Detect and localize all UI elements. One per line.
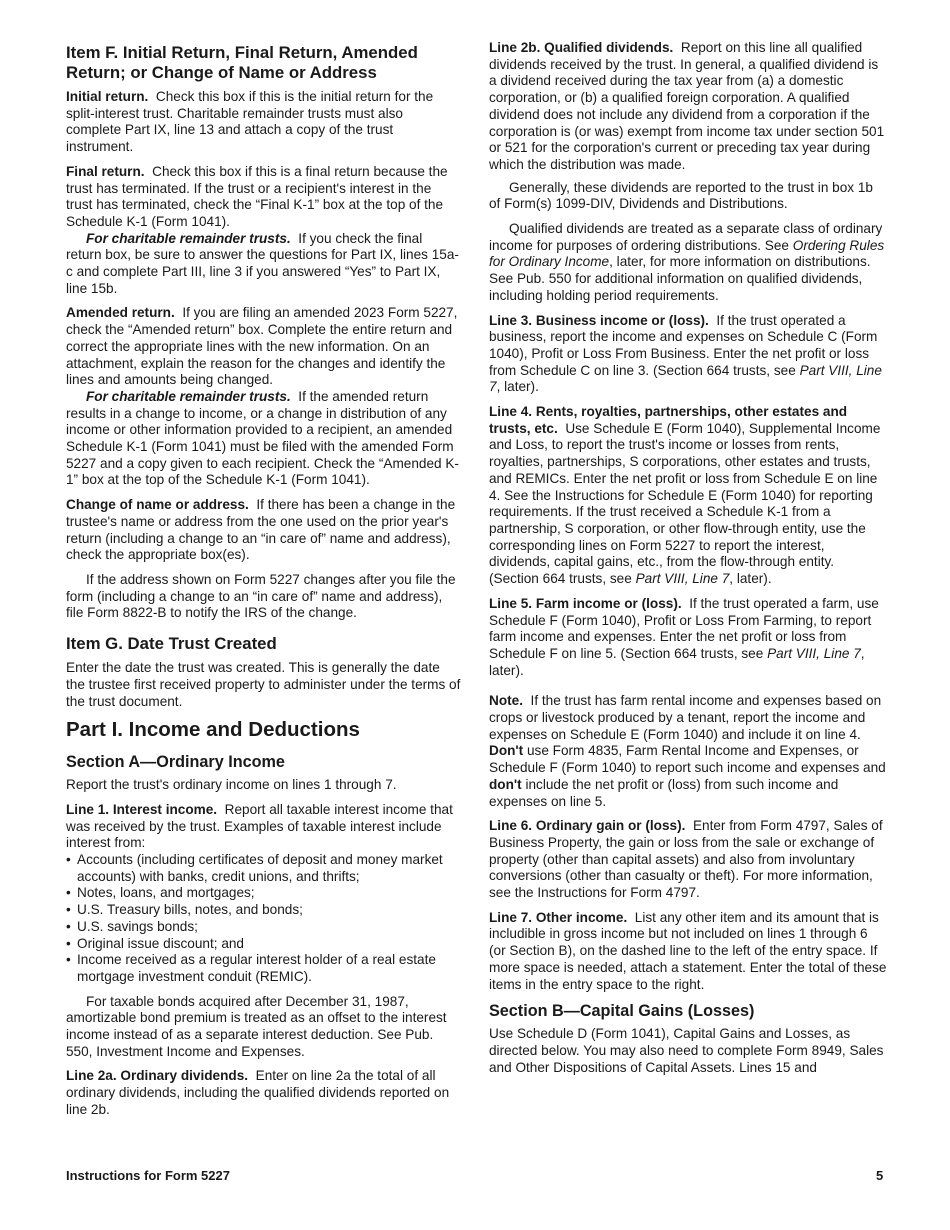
note-para: Note. If the trust has farm rental income and expenses based on crops or livestock produced by a tenant, report the income and expenses on Schedule E (Form 1040) and include it on line 4. Don't use Form 4835, Farm Rental Income and Expenses, or Schedule F (Form 1040) to report such income and expenses and don't include the net profit or (loss) from such income and expenses on line 5. — [489, 693, 886, 809]
initial-return-head: Initial return. — [66, 89, 149, 104]
line-6-para: Line 6. Ordinary gain or (loss). Enter from Form 4797, Sales of Business Property, the gain or loss from the sale or exchange of property (other than capital assets) and also from involuntary conversions (other than casualty or theft). For more information, see the Instructions for Form 4797. — [489, 818, 883, 901]
section-b-text: Use Schedule D (Form 1041), Capital Gains and Losses, as directed below. You may also need to complete Form 8949, Sales and Other Dispositions of Capital Assets. Lines 15 and — [489, 1026, 884, 1075]
footer-title: Instructions for Form 5227 — [66, 1168, 230, 1183]
list-item: • Notes, loans, and mortgages; — [66, 885, 461, 902]
change-name-cont: If the address shown on Form 5227 changes after you file the form (including a change to an “in care of” name and address), file Form 8822-B to notify the IRS of the change. — [66, 571, 456, 621]
amended-return-para: Amended return. If you are filing an amended 2023 Form 5227, check the “Amended return” box. Complete the entire return and correct the appropriate lines with the new information. On an attachment, explain the reason for the changes and identify the lines and amounts being changed. — [66, 305, 458, 388]
line-1-bullets — [66, 852, 461, 986]
line-7-para: Line 7. Other income. List any other item and its amount that is includible in gross income but not included on lines 1 through 6 (or Section B), on the dashed line to the left of the entry space. If more space is needed, attach a statement. Enter the total of these items in the entry space to the right. — [489, 909, 887, 992]
list-item: • Income received as a regular interest holder of a real estate mortgage investment conduit (REMIC). — [66, 952, 461, 985]
section-a-text: Report the trust's ordinary income on lines 1 through 7. — [66, 777, 397, 793]
line-1-cont: For taxable bonds acquired after December 31, 1987, amortizable bond premium is treated as an offset to the interest income instead of as a separate interest deduction. See Pub. 550, Investment Income and Expenses. — [66, 993, 447, 1059]
line-2b-para: Line 2b. Qualified dividends. Report on this line all qualified dividends received by the trust. In general, a qualified dividend is a dividend received during the tax year from (a) a domestic corporation, or (b) a qualified foreign corporation. A qualified dividend does not include any dividend from a corporation if the corporation is (or was) exempt from income tax under section 501 or 521 for the corporation's current or preceding tax year during which the distribution was made. — [489, 40, 885, 172]
list-item: • Accounts (including certificates of deposit and money market accounts) with banks, credit unions, and thrifts; — [66, 852, 461, 885]
change-name-para: Change of name or address. If there has been a change in the trustee's name or address from the one used on the prior year's return (including a change to an “in care of” name and address), check the appropriate box(es). — [66, 497, 456, 563]
list-item: • U.S. savings bonds; — [66, 919, 461, 936]
line-4-para: Line 4. Rents, royalties, partnerships, other estates and trusts, etc. Use Schedule E (Form 1040), Supplemental Income and Loss, to report the trust's income or losses from rents, royalties, partnerships, S corporations, other estates and trusts, and REMICs. Enter the net profit or loss from Schedule E on line 4. See the Instructions for Schedule E (Form 1040) for reporting requirements. If the trust received a Schedule K-1 from a partnership, S corporation, or other flow-through entity, use the corresponding lines on Form 5227 to report the interest, dividends, capital gains, etc., from the flow-through entity. (Section 664 trusts, see Part VIII, Line 7, later). — [489, 404, 881, 587]
line-2a-para: Line 2a. Ordinary dividends. Enter on line 2a the total of all ordinary dividends, including the qualified dividends reported on line 2b. — [66, 1068, 450, 1117]
final-crt-para: For charitable remainder trusts. If you check the final return box, be sure to answer the questions for Part IX, lines 15a-c and complete Part III, line 3 if you answered “Yes” to Part IX, line 15b. — [66, 230, 459, 296]
list-item: • Original issue discount; and — [66, 936, 461, 953]
item-g-heading: Item G. Date Trust Created — [66, 634, 277, 654]
item-g-text: Enter the date the trust was created. This is generally the date the trustee first received property to administer under the terms of the trust document. — [66, 660, 461, 709]
line-2b-cont1: Generally, these dividends are reported to the trust in box 1b of Form(s) 1099-DIV, Dividends and Distributions. — [489, 179, 873, 212]
section-b-heading: Section B—Capital Gains (Losses) — [489, 1002, 755, 1021]
final-return-head: Final return. — [66, 163, 145, 179]
page-number: 5 — [876, 1168, 884, 1183]
item-f-heading: Item F. Initial Return, Final Return, Amended Return; or Change of Name or Address — [66, 43, 418, 82]
list-item: • U.S. Treasury bills, notes, and bonds; — [66, 902, 461, 919]
line-3-para: Line 3. Business income or (loss). If the trust operated a business, report the income and expenses on Schedule C (Form 1040), Profit or Loss From Business. Enter the net profit or loss from Schedule C on line 3. (Section 664 trusts, see Part VIII, Line 7, later). — [489, 312, 882, 395]
line-2b-cont2: Qualified dividends are treated as a separate class of ordinary income for purposes of ordering distributions. See Ordering Rules for Ordinary Income, later, for more information on distributions. See Pub. 550 for additional information on qualified dividends, including holding period requirements. — [489, 221, 885, 303]
right-column — [489, 40, 887, 1084]
left-column — [66, 40, 461, 1127]
initial-return-para: Initial return. Check this box if this is the initial return for the split-interest trust. Charitable remainder trusts must also complete Part IX, line 13 and attach a copy of the trust instrument. — [66, 89, 434, 155]
section-a-heading: Section A—Ordinary Income — [66, 753, 285, 772]
amended-crt-para: For charitable remainder trusts. If the amended return results in a change to income, or a change in distribution of any income or other information provided to a recipient, an amended Schedule K-1 (Form 1041) must be filed with the amended Form 5227 and a copy given to each recipient. Check the “Amended K-1” box at the top of the Schedule K-1 (Form 1041). — [66, 388, 459, 488]
final-return-para: Final return. Check this box if this is a final return because the trust has terminated. If the trust or a recipient's interest in the trust has terminated, check the “Final K-1” box at the top of the Schedule K-1 (Form 1041). — [66, 163, 448, 229]
line-1-para: Line 1. Interest income. Report all taxable interest income that was received by the trust. Examples of taxable interest include interest from: — [66, 801, 453, 851]
part-1-heading: Part I. Income and Deductions — [66, 718, 360, 742]
line-5-para: Line 5. Farm income or (loss). If the trust operated a farm, use Schedule F (Form 1040), Profit or Loss From Farming, to report farm income and expenses. Enter the net profit or loss from Schedule F on line 5. (Section 664 trusts, see Part VIII, Line 7, later). — [489, 595, 879, 678]
